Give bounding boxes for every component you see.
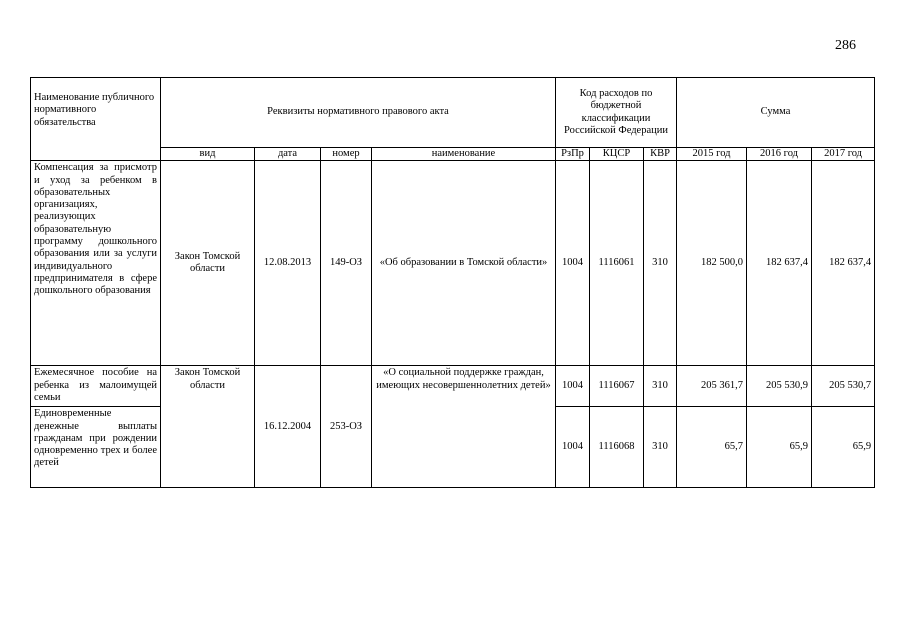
act-name: «Об образовании в Томской области» bbox=[372, 161, 556, 366]
header-2015: 2015 год bbox=[677, 148, 747, 161]
act-name: «О социальной поддержке граждан, имеющих несовершеннолетних детей» bbox=[372, 366, 556, 488]
table-row bbox=[31, 161, 875, 366]
header-amount: Сумма bbox=[677, 78, 875, 148]
obligation-name: Единовременные денежные выплаты гражданам при рождении одновременно трех и более детей bbox=[31, 407, 161, 488]
rzpr-code: 1004 bbox=[556, 161, 590, 366]
amount-2015: 65,7 bbox=[677, 407, 747, 488]
header-expense-code: Код расходов по бюджетной классификации Российской Федерации bbox=[556, 78, 677, 148]
header-number: номер bbox=[321, 148, 372, 161]
rzpr-code: 1004 bbox=[556, 366, 590, 407]
header-name: наименование bbox=[372, 148, 556, 161]
act-type: Закон Томской области bbox=[161, 161, 255, 366]
act-type: Закон Томской области bbox=[161, 366, 255, 488]
kvr-code: 310 bbox=[644, 366, 677, 407]
header-obligation: Наименование публичного нормативного обязательства bbox=[31, 78, 161, 161]
rzpr-code: 1004 bbox=[556, 407, 590, 488]
kcsr-code: 1116068 bbox=[590, 407, 644, 488]
kvr-code: 310 bbox=[644, 161, 677, 366]
header-kvr: КВР bbox=[644, 148, 677, 161]
amount-2016: 182 637,4 bbox=[747, 161, 812, 366]
amount-2017: 65,9 bbox=[812, 407, 875, 488]
page-number: 286 bbox=[835, 38, 856, 53]
header-2016: 2016 год bbox=[747, 148, 812, 161]
header-row bbox=[31, 78, 875, 148]
table-row bbox=[31, 366, 875, 407]
act-date: 12.08.2013 bbox=[255, 161, 321, 366]
header-act-details: Реквизиты нормативного правового акта bbox=[161, 78, 556, 148]
kvr-code: 310 bbox=[644, 407, 677, 488]
header-date: дата bbox=[255, 148, 321, 161]
amount-2015: 182 500,0 bbox=[677, 161, 747, 366]
kcsr-code: 1116061 bbox=[590, 161, 644, 366]
amount-2015: 205 361,7 bbox=[677, 366, 747, 407]
budget-obligations-table bbox=[30, 77, 875, 488]
obligation-name: Компенсация за присмотр и уход за ребенком в образовательных организациях, реализующих образовательную программу дошкольного образования или за услуги индивидуального предпринимателя в сфере дошкольного образования bbox=[31, 161, 161, 366]
header-kcsr: КЦСР bbox=[590, 148, 644, 161]
kcsr-code: 1116067 bbox=[590, 366, 644, 407]
amount-2016: 205 530,9 bbox=[747, 366, 812, 407]
obligation-name: Ежемесячное пособие на ребенка из малоимущей семьи bbox=[31, 366, 161, 407]
header-rzpr: РзПр bbox=[556, 148, 590, 161]
act-number: 253-ОЗ bbox=[321, 366, 372, 488]
amount-2017: 182 637,4 bbox=[812, 161, 875, 366]
act-number: 149-ОЗ bbox=[321, 161, 372, 366]
act-date: 16.12.2004 bbox=[255, 366, 321, 488]
header-2017: 2017 год bbox=[812, 148, 875, 161]
amount-2017: 205 530,7 bbox=[812, 366, 875, 407]
header-type: вид bbox=[161, 148, 255, 161]
amount-2016: 65,9 bbox=[747, 407, 812, 488]
